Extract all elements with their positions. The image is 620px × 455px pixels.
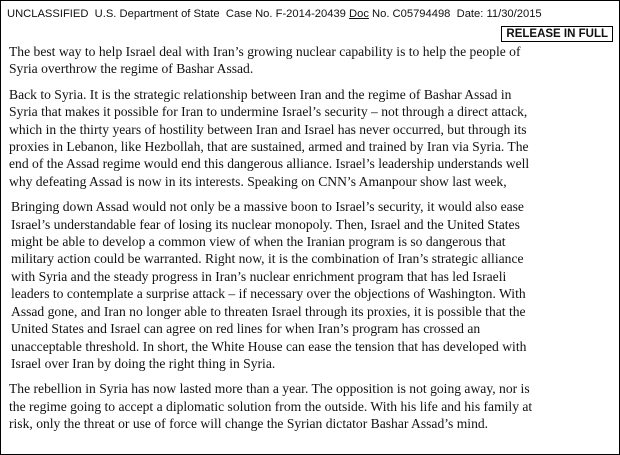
department-label: U.S. Department of State — [94, 8, 220, 20]
text-line: the regime going to accept a diplomatic solution from the outside. With his life and his family at — [9, 398, 533, 414]
paragraph-4 — [9, 380, 613, 432]
case-number: Case No. F-2014-20439 — [225, 8, 346, 20]
text-line: unacceptable threshold. In short, the White House can ease the tension that has developed with — [11, 338, 527, 354]
document-body — [9, 43, 613, 441]
text-line: Israel’s understandable fear of losing its nuclear monopoly. Then, Israel and the United States — [11, 216, 520, 232]
text-line: Assad gone, and Iran no longer able to threaten Israel through its proxies, it is possible that the — [11, 303, 526, 319]
doc-label: Doc — [349, 8, 369, 20]
paragraph-3 — [11, 198, 613, 372]
text-line: proxies in Lebanon, like Hezbollah, that are sustained, armed and trained by Iran via Syria. The — [9, 139, 529, 155]
text-line: United States and Israel can agree on red lines for when Iran’s program has crossed an — [11, 321, 481, 337]
text-line: which in the thirty years of hostility between Iran and Israel has never occurred, but through its — [9, 121, 527, 137]
text-line: leaders to contemplate a surprise attack – if necessary over the objections of Washington. With — [11, 286, 526, 302]
text-line: end of the Assad regime would end this dangerous alliance. Israel’s leadership understands well — [9, 156, 530, 172]
text-line: with Syria and the steady progress in Iran’s nuclear enrichment program that has led Israeli — [11, 268, 507, 284]
text-line: Back to Syria. It is the strategic relationship between Iran and the regime of Bashar Assad in — [9, 86, 512, 102]
text-line: The rebellion in Syria has now lasted more than a year. The opposition is not going away, nor is — [9, 381, 530, 397]
text-line: The best way to help Israel deal with Iran’s growing nuclear capability is to help the people of — [9, 44, 521, 59]
paragraph-2 — [9, 86, 613, 190]
text-line: might be able to develop a common view of when the Iranian program is so dangerous that — [11, 234, 506, 250]
text-line: risk, only the threat or use of force will change the Syrian dictator Bashar Assad’s mind. — [9, 416, 489, 432]
text-line: military action could be warranted. Right now, it is the combination of Iran’s strategic alliance — [11, 251, 524, 267]
classification-label: UNCLASSIFIED — [7, 8, 89, 20]
document-date: Date: 11/30/2015 — [456, 8, 542, 20]
text-line: Syria overthrow the regime of Bashar Assad. — [9, 61, 254, 77]
paragraph-1 — [9, 43, 613, 78]
text-line: why defeating Assad is now in its interests. Speaking on CNN’s Amanpour show last week, — [9, 173, 507, 189]
release-stamp: RELEASE IN FULL — [501, 26, 613, 42]
text-line: Bringing down Assad would not only be a massive boon to Israel’s security, it would also ease — [11, 199, 524, 215]
text-line: Israel over Iran by doing the right thing in Syria. — [11, 355, 276, 371]
text-line: Syria that makes it possible for Iran to undermine Israel’s security – not through a direct attack, — [9, 104, 528, 120]
document-header — [7, 8, 613, 20]
doc-number: No. C05794498 — [372, 8, 451, 20]
